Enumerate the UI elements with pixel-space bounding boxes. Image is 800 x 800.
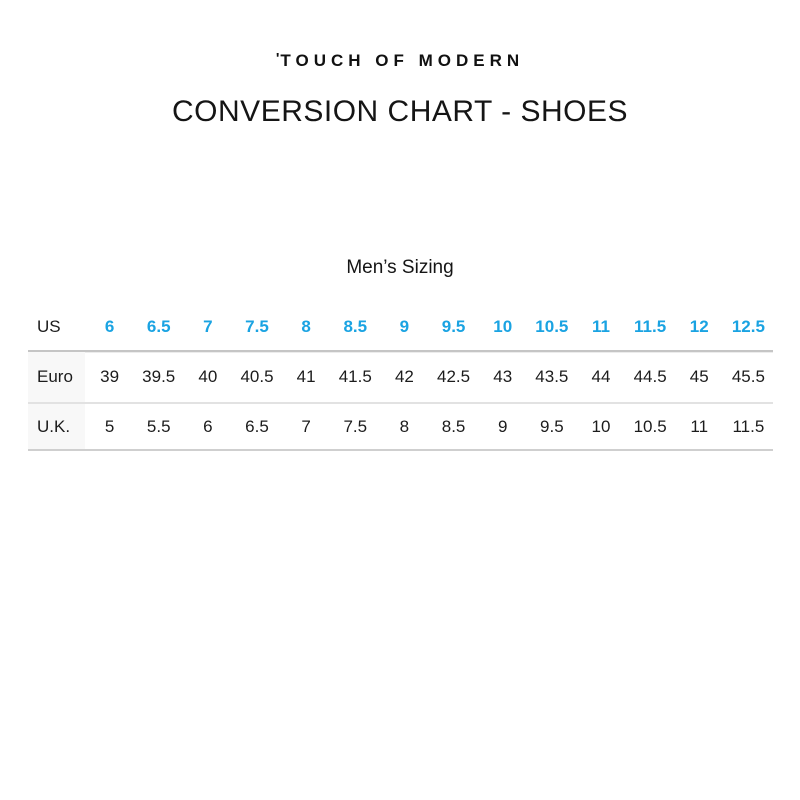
- euro-size-cell: 43: [493, 367, 513, 386]
- table-row-uk: [28, 402, 773, 451]
- uk-size-cell: 9: [497, 416, 508, 436]
- euro-size-cell: 42: [394, 367, 414, 386]
- table-row-euro: [28, 350, 773, 402]
- euro-size-cell: 40.5: [240, 367, 274, 386]
- uk-size-cell: 10.5: [633, 416, 667, 436]
- row-label-euro: Euro: [28, 352, 85, 402]
- us-size-cell: 10.5: [535, 316, 569, 336]
- uk-size-cell: 9.5: [540, 416, 564, 436]
- us-size-cell: 8: [301, 316, 311, 336]
- us-size-cell: 7: [203, 316, 213, 336]
- euro-size-cell: 44.5: [633, 367, 667, 386]
- row-label-uk: U.K.: [28, 404, 85, 449]
- us-size-cell: 6.5: [146, 316, 171, 336]
- logo-text: TOUCH OF MODERN: [280, 51, 525, 70]
- us-size-cell: 11: [591, 316, 610, 336]
- brand-logo: [0, 50, 800, 71]
- euro-size-cell: 41: [296, 367, 316, 386]
- us-size-cell: 8.5: [343, 316, 368, 336]
- euro-size-cell: 45: [689, 367, 709, 386]
- us-size-cell: 10: [493, 316, 513, 336]
- page-title: CONVERSION CHART - SHOES: [172, 95, 628, 128]
- us-size-cell: 12.5: [731, 316, 765, 336]
- row-label-us: US: [37, 316, 61, 336]
- euro-size-cell: 41.5: [338, 367, 372, 386]
- logo-tick-mark: ': [275, 50, 280, 67]
- uk-size-cell: 10: [591, 416, 611, 436]
- us-size-cell: 9: [399, 316, 410, 336]
- table-row-us: [28, 303, 773, 350]
- us-size-cell: 9.5: [441, 316, 466, 336]
- euro-size-cell: 44: [591, 367, 611, 386]
- euro-size-cell: 40: [198, 367, 218, 386]
- euro-size-cell: 39.5: [142, 367, 176, 386]
- us-size-cell: 7.5: [245, 316, 269, 336]
- us-size-cell: 12: [689, 316, 709, 336]
- uk-size-cell: 8: [399, 416, 410, 436]
- uk-size-cell: 5.5: [146, 416, 171, 436]
- shoe-size-conversion-table: [28, 303, 773, 451]
- euro-size-cell: 39: [100, 367, 120, 386]
- euro-size-cell: 45.5: [731, 367, 765, 386]
- us-size-cell: 11.5: [634, 316, 667, 336]
- uk-size-cell: 11: [690, 416, 709, 436]
- uk-size-cell: 7.5: [343, 416, 368, 436]
- euro-size-cell: 42.5: [437, 367, 471, 386]
- uk-size-cell: 7: [301, 416, 311, 436]
- section-title-mens-sizing: Men’s Sizing: [346, 257, 454, 278]
- uk-size-cell: 11.5: [732, 416, 765, 436]
- euro-size-cell: 43.5: [535, 367, 569, 386]
- uk-size-cell: 5: [104, 416, 115, 436]
- uk-size-cell: 6: [203, 416, 213, 436]
- us-size-cell: 6: [104, 316, 115, 336]
- uk-size-cell: 6.5: [245, 416, 269, 436]
- uk-size-cell: 8.5: [441, 416, 466, 436]
